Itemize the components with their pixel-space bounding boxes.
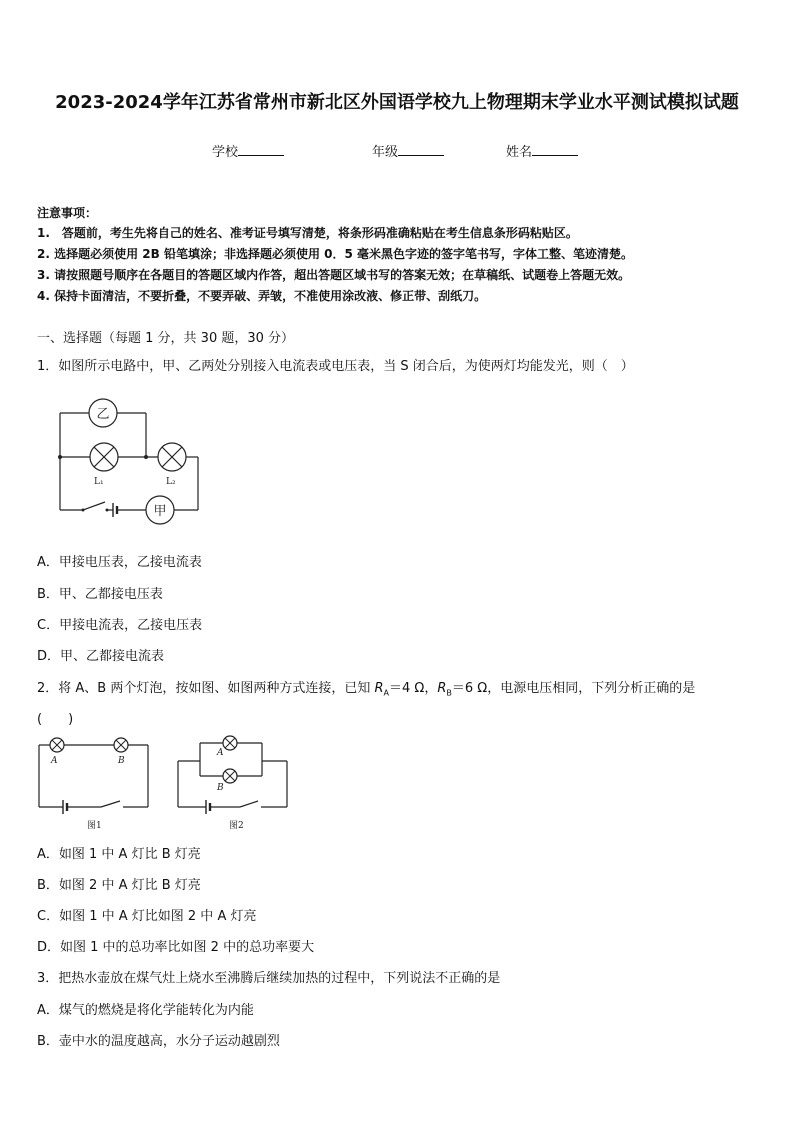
notice-item: 1. 答题前，考生先将自己的姓名、准考证号填写清楚，将条形码准确粘贴在考生信息条形码粘贴区。	[37, 226, 578, 240]
figure-2-caption: 图2	[229, 821, 244, 831]
ra-value: ＝4 Ω，	[389, 681, 438, 696]
notice-item: 3. 请按照题号顺序在各题目的答题区域内作答，超出答题区域书写的答案无效；在草稿纸、试题卷上答题无效。	[37, 268, 631, 282]
q2-figure-1-diagram	[35, 735, 155, 835]
page-title: 2023-2024学年江苏省常州市新北区外国语学校九上物理期末学业水平测试模拟试题	[55, 92, 739, 113]
option-c: C．甲接电流表，乙接电压表	[37, 618, 203, 633]
lamp-a-icon	[50, 738, 64, 752]
junction-dot	[58, 455, 62, 459]
lamp-l2-label: L₂	[166, 477, 176, 487]
q2-stem-text: 2．将 A、B 两个灯泡，按如图、如图两种方式连接，已知	[37, 681, 375, 696]
figure-1-caption: 图1	[87, 821, 102, 831]
grade-field	[372, 141, 444, 160]
name-field	[506, 141, 578, 160]
question-3-stem: 3．把热水壶放在煤气灶上烧水至沸腾后继续加热的过程中，下列说法不正确的是	[37, 971, 501, 986]
lamp-b-label: B	[217, 783, 224, 793]
lamp-b-icon	[223, 769, 237, 783]
lamp-l1-icon	[90, 443, 118, 471]
question-2-stem	[37, 677, 695, 698]
lamp-l1-label: L₁	[94, 477, 104, 487]
junction-dot	[144, 455, 148, 459]
section-heading: 一、选择题（每题 1 分，共 30 题，30 分）	[37, 331, 295, 346]
option-b: B．壶中水的温度越高，水分子运动越剧烈	[37, 1034, 280, 1049]
notice-heading: 注意事项：	[37, 206, 98, 220]
name-blank	[532, 143, 578, 156]
switch-contact	[106, 509, 109, 512]
school-blank	[238, 143, 284, 156]
lamp-b-label: B	[118, 756, 125, 766]
name-label: 姓名	[506, 145, 533, 160]
option-a: A．煤气的燃烧是将化学能转化为内能	[37, 1003, 254, 1018]
school-field	[212, 141, 284, 160]
lamp-a-label: A	[51, 756, 58, 766]
grade-label: 年级	[372, 145, 399, 160]
lamp-a-icon	[223, 736, 237, 750]
option-d: D．如图 1 中的总功率比如图 2 中的总功率要大	[37, 940, 315, 955]
notice-item: 4. 保持卡面清洁，不要折叠，不要弄破、弄皱，不准使用涂改液、修正带、刮纸刀。	[37, 289, 487, 303]
meter-yi-label: 乙	[96, 407, 110, 422]
ra-subscript: A	[383, 688, 390, 698]
ra-symbol: R	[374, 681, 384, 696]
option-a: A．如图 1 中 A 灯比 B 灯亮	[37, 847, 201, 862]
q2-figure-2-diagram	[172, 733, 297, 835]
option-d: D．甲、乙都接电流表	[37, 649, 165, 664]
rb-value: ＝6 Ω，电源电压相同，下列分析正确的是	[451, 681, 696, 696]
lamp-a-label: A	[217, 748, 224, 758]
option-c: C．如图 1 中 A 灯比如图 2 中 A 灯亮	[37, 909, 257, 924]
rb-subscript: B	[446, 688, 452, 698]
option-a: A．甲接电压表，乙接电流表	[37, 555, 202, 570]
q1-circuit-diagram	[50, 390, 210, 530]
option-b: B．甲、乙都接电压表	[37, 587, 163, 602]
question-2-paren: ( )	[37, 712, 74, 727]
lamp-b-icon	[114, 738, 128, 752]
question-1-stem: 1．如图所示电路中，甲、乙两处分别接入电流表或电压表，当 S 闭合后，为使两灯均能发光，则（ ）	[37, 359, 634, 374]
meter-jia-label: 甲	[153, 504, 167, 519]
notice-item: 2. 选择题必须使用 2B 铅笔填涂；非选择题必须使用 0．5 毫米黑色字迹的签字笔书写，字体工整、笔迹清楚。	[37, 247, 633, 261]
option-b: B．如图 2 中 A 灯比 B 灯亮	[37, 878, 201, 893]
switch-contact	[82, 509, 85, 512]
school-label: 学校	[212, 145, 239, 160]
grade-blank	[398, 143, 444, 156]
lamp-l2-icon	[158, 443, 186, 471]
rb-symbol: R	[437, 681, 447, 696]
